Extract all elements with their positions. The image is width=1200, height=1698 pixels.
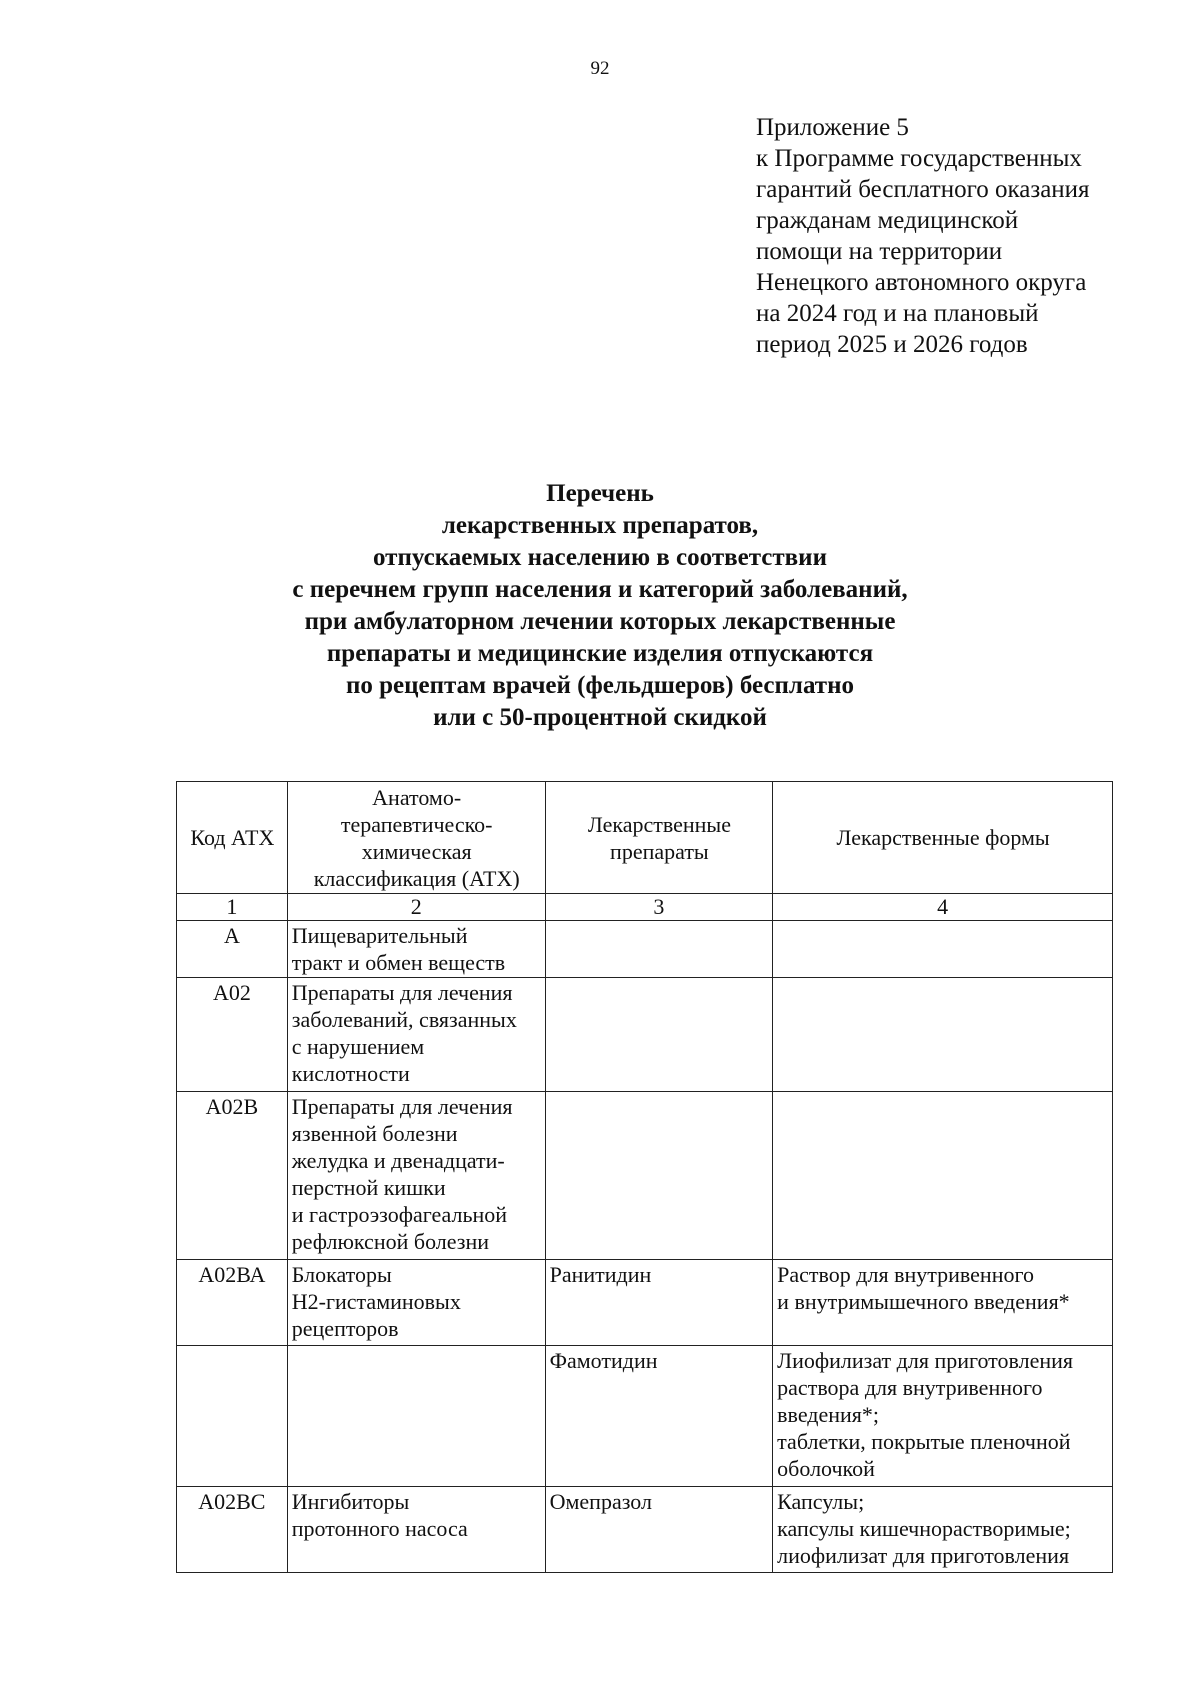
appendix-line: на 2024 год и на плановый	[756, 300, 1039, 327]
title-line: лекарственных препаратов,	[441, 512, 759, 539]
column-number: 3	[545, 894, 773, 921]
table-row	[177, 1092, 1113, 1260]
drug-name: Ранитидин	[545, 1260, 773, 1346]
table-header-row	[177, 782, 1113, 894]
appendix-line: к Программе государственных	[756, 145, 1082, 172]
appendix-line: Ненецкого автономного округа	[756, 269, 1087, 296]
table-row	[177, 1487, 1113, 1573]
column-number: 4	[773, 894, 1113, 921]
dosage-forms	[773, 978, 1113, 1092]
appendix-line: гарантий бесплатного оказания	[756, 176, 1090, 203]
header-classification: Анатомо- терапевтическо- химическая классификация (АТХ)	[287, 782, 545, 894]
appendix-line: Приложение 5	[756, 114, 909, 141]
column-number: 2	[287, 894, 545, 921]
atc-code: А02ВС	[177, 1487, 288, 1573]
table-row	[177, 1260, 1113, 1346]
dosage-forms: Капсулы; капсулы кишечнорастворимые; лиофилизат для приготовления	[773, 1487, 1113, 1573]
drug-name: Омепразол	[545, 1487, 773, 1573]
atc-classification: Препараты для лечения заболеваний, связанных с нарушением кислотности	[287, 978, 545, 1092]
atc-code	[177, 1346, 288, 1487]
drug-name	[545, 978, 773, 1092]
title-line: по рецептам врачей (фельдшеров) бесплатно	[346, 672, 854, 699]
appendix-line: период 2025 и 2026 годов	[756, 331, 1028, 358]
dosage-forms: Лиофилизат для приготовления раствора для внутривенного введения*; таблетки, покрытые пленочной оболочкой	[773, 1346, 1113, 1487]
table-row	[177, 978, 1113, 1092]
title-line: отпускаемых населению в соответствии	[373, 544, 827, 571]
title-line: при амбулаторном лечении которых лекарственные	[304, 608, 896, 635]
atc-classification: Ингибиторы протонного насоса	[287, 1487, 545, 1573]
dosage-forms	[773, 1092, 1113, 1260]
drug-name	[545, 921, 773, 978]
dosage-forms: Раствор для внутривенного и внутримышечного введения*	[773, 1260, 1113, 1346]
drug-name	[545, 1092, 773, 1260]
atc-classification: Препараты для лечения язвенной болезни желудка и двенадцати- перстной кишки и гастроэзофагеальной рефлюксной болезни	[287, 1092, 545, 1260]
atc-classification: Блокаторы Н2-гистаминовых рецепторов	[287, 1260, 545, 1346]
drug-name: Фамотидин	[545, 1346, 773, 1487]
appendix-reference	[756, 112, 1090, 360]
column-number-row	[177, 894, 1113, 921]
title-line: Перечень	[546, 480, 654, 507]
document-title	[0, 478, 1200, 734]
header-drugs: Лекарственные препараты	[545, 782, 773, 894]
title-line: препараты и медицинские изделия отпускаются	[326, 640, 874, 667]
column-number: 1	[177, 894, 288, 921]
page-number: 92	[590, 58, 610, 79]
title-line: с перечнем групп населения и категорий заболеваний,	[292, 576, 908, 603]
drug-list-table	[176, 781, 1113, 1573]
atc-code: А02	[177, 978, 288, 1092]
atc-classification	[287, 1346, 545, 1487]
table-row	[177, 921, 1113, 978]
table-row	[177, 1346, 1113, 1487]
header-code: Код АТХ	[177, 782, 288, 894]
appendix-line: помощи на территории	[756, 238, 1003, 265]
atc-code: А02ВА	[177, 1260, 288, 1346]
dosage-forms	[773, 921, 1113, 978]
header-forms: Лекарственные формы	[773, 782, 1113, 894]
title-line: или с 50-процентной скидкой	[433, 704, 767, 731]
appendix-line: гражданам медицинской	[756, 207, 1019, 234]
atc-classification: Пищеварительный тракт и обмен веществ	[287, 921, 545, 978]
atc-code: А	[177, 921, 288, 978]
atc-code: А02В	[177, 1092, 288, 1260]
